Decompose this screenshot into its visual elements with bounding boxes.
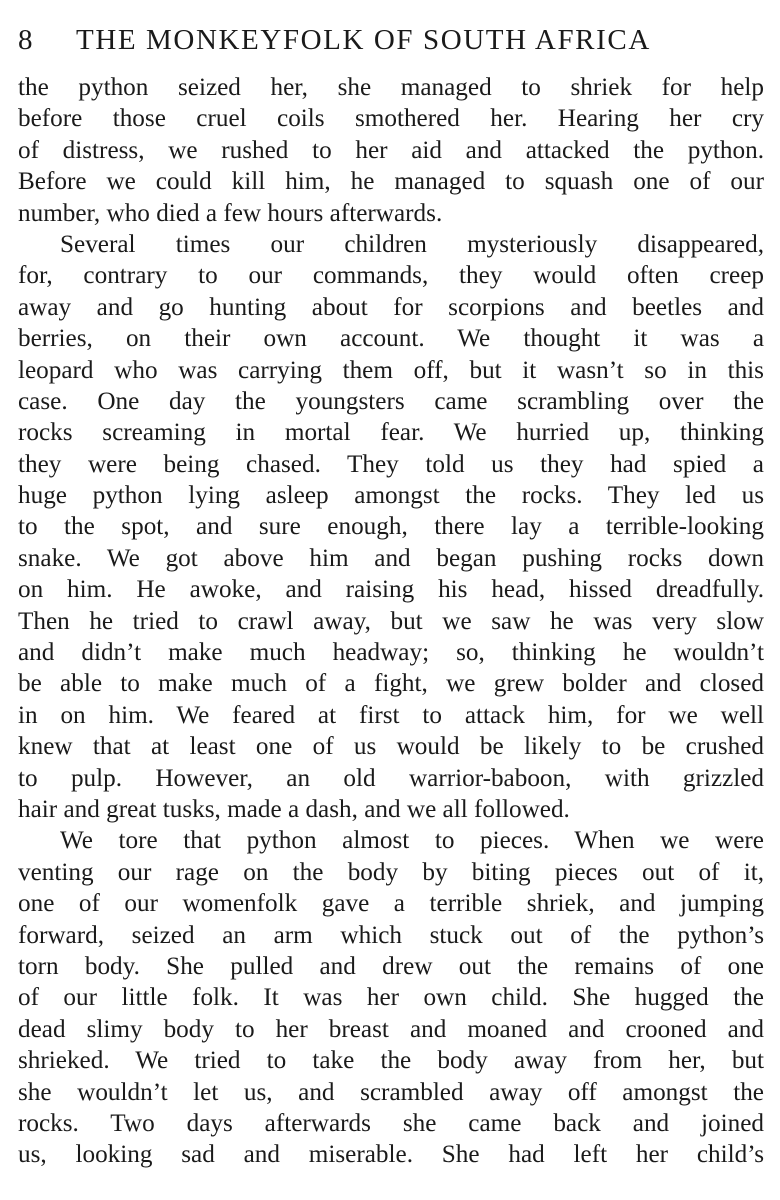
text-line: venting our rage on the body by biting pieces out of it,: [18, 858, 764, 886]
text-line: forward, seized an arm which stuck out of the python’s: [18, 921, 764, 949]
text-line: us, looking sad and miserable. She had left her child’s: [18, 1141, 764, 1169]
running-head: THE MONKEYFOLK OF SOUTH AFRICA: [76, 24, 651, 56]
text-line: for, contrary to our commands, they would often creep: [18, 262, 764, 290]
text-line: number, who died a few hours afterwards.: [18, 199, 443, 227]
text-line: leopard who was carrying them off, but it wasn’t so in this: [18, 356, 764, 384]
paragraph: [18, 72, 764, 229]
text-line: rocks. Two days afterwards she came back and joined: [18, 1109, 764, 1137]
text-line: of our little folk. It was her own child. She hugged the: [18, 984, 764, 1012]
text-line: one of our womenfolk gave a terrible shriek, and jumping: [18, 890, 764, 918]
text-line: shrieked. We tried to take the body away from her, but: [18, 1047, 764, 1075]
text-line: snake. We got above him and began pushing rocks down: [18, 544, 764, 572]
text-line: Then he tried to crawl away, but we saw he was very slow: [18, 607, 764, 635]
text-line: to the spot, and sure enough, there lay a terrible-looking: [18, 513, 764, 541]
text-line: huge python lying asleep amongst the rocks. They led us: [18, 482, 764, 510]
text-line: away and go hunting about for scorpions and beetles and: [18, 293, 764, 321]
text-line: knew that at least one of us would be likely to be crushed: [18, 733, 764, 761]
paragraph: [18, 229, 764, 825]
text-line: the python seized her, she managed to shriek for help: [18, 74, 764, 101]
paragraph: [18, 825, 764, 1170]
text-line: and didn’t make much headway; so, thinking he wouldn’t: [18, 639, 764, 667]
text-line: in on him. We feared at first to attack him, for we well: [18, 701, 764, 729]
text-line: rocks screaming in mortal fear. We hurried up, thinking: [18, 419, 764, 447]
text-line: be able to make much of a fight, we grew bolder and closed: [18, 670, 764, 698]
text-line: to pulp. However, an old warrior-baboon, with grizzled: [18, 764, 764, 792]
text-line: before those cruel coils smothered her. Hearing her cry: [18, 105, 764, 133]
text-line: of distress, we rushed to her aid and attacked the python.: [18, 136, 764, 164]
text-line: hair and great tusks, made a dash, and we all followed.: [18, 795, 570, 823]
text-line: they were being chased. They told us they had spied a: [18, 450, 764, 478]
body-text: [18, 72, 764, 1171]
text-line: case. One day the youngsters came scrambling over the: [18, 387, 764, 415]
text-line: We tore that python almost to pieces. When we were: [60, 827, 764, 855]
page-header: [18, 22, 764, 58]
text-line: she wouldn’t let us, and scrambled away off amongst the: [18, 1078, 764, 1106]
text-line: on him. He awoke, and raising his head, hissed dreadfully.: [18, 576, 764, 604]
page-number: 8: [18, 24, 35, 56]
text-line: dead slimy body to her breast and moaned and crooned and: [18, 1015, 764, 1043]
text-line: berries, on their own account. We thought it was a: [18, 325, 764, 353]
text-line: Before we could kill him, he managed to squash one of our: [18, 168, 764, 196]
text-line: torn body. She pulled and drew out the remains of one: [18, 952, 764, 980]
book-page: [18, 22, 764, 1171]
text-line: Several times our children mysteriously disappeared,: [60, 230, 764, 258]
